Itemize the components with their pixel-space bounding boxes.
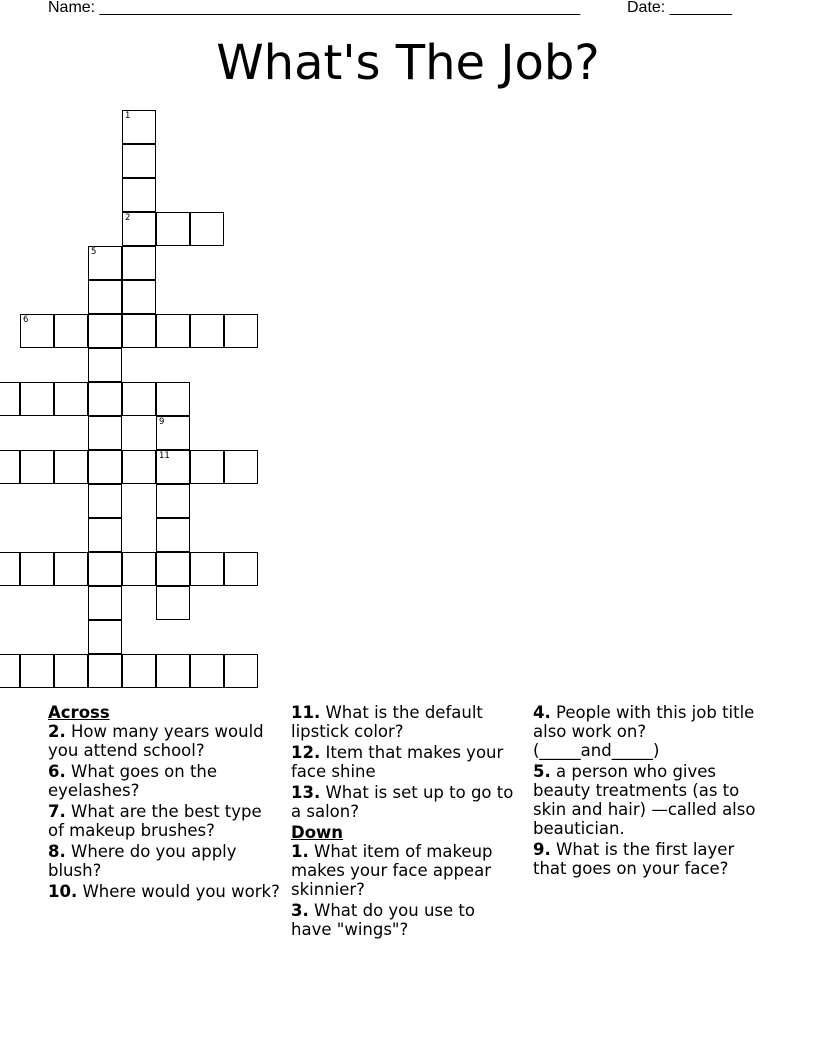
grid-cell[interactable] <box>224 552 258 586</box>
grid-cell[interactable] <box>54 314 88 348</box>
grid-cell[interactable] <box>224 654 258 688</box>
grid-cell[interactable] <box>190 212 224 246</box>
clue-number: 6 <box>23 315 29 325</box>
clue-down-5: 5. a person who gives beauty treatments (as to skin and hair) —called also beautician. <box>533 762 756 838</box>
clue-down-4: 4. People with this job title also work on? (_____and_____) <box>533 703 755 760</box>
puzzle-title: What's The Job? <box>216 35 600 91</box>
grid-cell[interactable] <box>224 314 258 348</box>
down-heading: Down <box>291 823 344 842</box>
grid-cell[interactable] <box>88 518 122 552</box>
grid-cell[interactable] <box>156 450 190 484</box>
clue-across-12: 12. Item that makes your face shine <box>291 743 504 781</box>
grid-cell[interactable] <box>20 382 54 416</box>
grid-cell[interactable] <box>88 246 122 280</box>
across-heading: Across <box>48 703 110 722</box>
clue-number: 1 <box>125 111 131 121</box>
grid-cell[interactable] <box>0 382 20 416</box>
clue-across-8: 8. Where do you apply blush? <box>48 842 237 880</box>
grid-cell[interactable] <box>122 450 156 484</box>
grid-cell[interactable] <box>156 654 190 688</box>
clue-across-2: 2. How many years would you attend school? <box>48 722 264 760</box>
grid-cell[interactable] <box>190 450 224 484</box>
clue-number: 2 <box>125 213 131 223</box>
grid-cell[interactable] <box>54 382 88 416</box>
grid-cell[interactable] <box>88 552 122 586</box>
name-blank: ______________________________________________________ <box>99 0 581 16</box>
name-label: Name: <box>48 0 96 16</box>
grid-cell[interactable] <box>88 280 122 314</box>
grid-cell[interactable] <box>54 552 88 586</box>
grid-cell[interactable] <box>190 654 224 688</box>
clues-column-2 <box>291 703 519 941</box>
grid-cell[interactable] <box>20 654 54 688</box>
clue-across-6: 6. What goes on the eyelashes? <box>48 762 218 800</box>
grid-cell[interactable] <box>156 552 190 586</box>
grid-cell[interactable] <box>88 586 122 620</box>
clue-across-10: 10. Where would you work? <box>48 882 280 901</box>
grid-cell[interactable] <box>156 416 190 450</box>
grid-cell[interactable] <box>156 586 190 620</box>
grid-cell[interactable] <box>122 110 156 144</box>
grid-cell[interactable] <box>0 450 20 484</box>
grid-cell[interactable] <box>88 314 122 348</box>
grid-cell[interactable] <box>88 654 122 688</box>
grid-cell[interactable] <box>122 382 156 416</box>
date-label: Date: <box>627 0 666 16</box>
grid-cell[interactable] <box>122 144 156 178</box>
clue-number: 11 <box>159 451 170 461</box>
grid-cell[interactable] <box>122 178 156 212</box>
clue-across-7: 7. What are the best type of makeup brushes? <box>48 802 262 840</box>
grid-cell[interactable] <box>54 654 88 688</box>
clues-column-1 <box>48 703 280 903</box>
grid-cell[interactable] <box>122 552 156 586</box>
grid-cell[interactable] <box>54 450 88 484</box>
clue-down-1: 1. What item of makeup makes your face appear skinnier? <box>291 842 493 899</box>
grid-cell[interactable] <box>122 246 156 280</box>
grid-cell[interactable] <box>122 212 156 246</box>
clue-across-13: 13. What is set up to go to a salon? <box>291 783 514 821</box>
clue-number: 9 <box>159 417 165 427</box>
grid-cell[interactable] <box>190 314 224 348</box>
grid-cell[interactable] <box>156 484 190 518</box>
grid-cell[interactable] <box>122 280 156 314</box>
grid-cell[interactable] <box>156 314 190 348</box>
grid-cell[interactable] <box>88 620 122 654</box>
grid-cell[interactable] <box>122 654 156 688</box>
grid-cell[interactable] <box>224 450 258 484</box>
grid-cell[interactable] <box>0 552 20 586</box>
grid-cell[interactable] <box>156 518 190 552</box>
grid-cell[interactable] <box>156 212 190 246</box>
clue-across-11: 11. What is the default lipstick color? <box>291 703 483 741</box>
clue-number: 5 <box>91 247 97 257</box>
grid-cell[interactable] <box>20 450 54 484</box>
grid-cell[interactable] <box>88 484 122 518</box>
grid-cell[interactable] <box>190 552 224 586</box>
grid-cell[interactable] <box>88 416 122 450</box>
grid-cell[interactable] <box>20 314 54 348</box>
date-blank: _______ <box>669 0 732 16</box>
grid-cell[interactable] <box>88 450 122 484</box>
grid-cell[interactable] <box>122 314 156 348</box>
grid-cell[interactable] <box>88 382 122 416</box>
grid-cell[interactable] <box>156 382 190 416</box>
grid-cell[interactable] <box>20 552 54 586</box>
clues-column-3 <box>533 703 765 880</box>
clue-down-3: 3. What do you use to have "wings"? <box>291 901 475 939</box>
grid-cell[interactable] <box>88 348 122 382</box>
grid-cell[interactable] <box>0 654 20 688</box>
clue-down-9: 9. What is the first layer that goes on your face? <box>533 840 735 878</box>
